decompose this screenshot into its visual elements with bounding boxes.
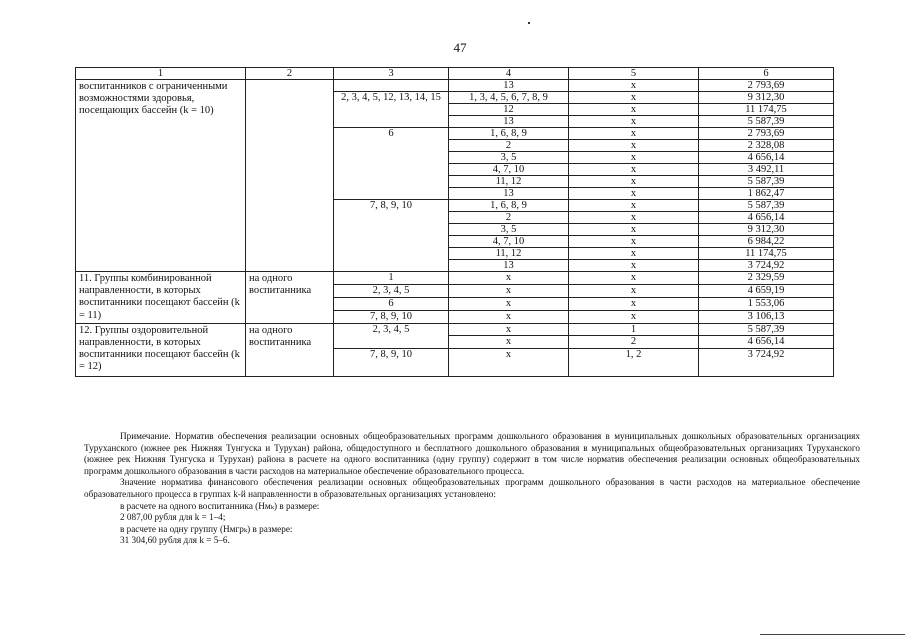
note-paragraph: Примечание. Норматив обеспечения реализации основных общеобразовательных программ дошкольного образования в муниципальных дошкольных образовательных организациях Туруханского (южнее рек Нижняя Тунгуска и Турухан) района, общедоступного и бесплатного дошкольного образования в муниципальных общеобразовательных организациях Туруханского (южнее рек Нижняя Тунгуска и Турухан) района в расчете на одного воспитанника (одну группу) содержит в том числе норматив обеспечения реализации основных общеобразовательных программ дошкольного образования в части расходов на материальное обеспечение образовательного процесса. (84, 431, 860, 476)
col5-cell: x (569, 140, 699, 152)
col4-cell: 2 (449, 212, 569, 224)
note-line: 2 087,00 рубля для k = 1–4; (120, 512, 226, 523)
col6-cell: 5 587,39 (699, 323, 834, 335)
note-line: в расчете на одного воспитанника (Нмₖ) в размере: (120, 500, 320, 511)
col4-cell: 1, 6, 8, 9 (449, 128, 569, 140)
col5-cell: x (569, 128, 699, 140)
col6-cell: 6 984,22 (699, 236, 834, 248)
col5-cell: x (569, 176, 699, 188)
note-line: в расчете на одну группу (Нмгрₖ) в размере: (120, 523, 293, 534)
col6-cell: 11 174,75 (699, 104, 834, 116)
col5-cell: x (569, 260, 699, 272)
col5-cell: x (569, 164, 699, 176)
col3-cell: 2, 3, 4, 5, 12, 13, 14, 15 (334, 92, 449, 128)
col3-cell: 1 (334, 272, 449, 285)
col5-cell: x (569, 104, 699, 116)
col5-cell: x (569, 248, 699, 260)
col4-cell: 13 (449, 260, 569, 272)
col4-cell: 3, 5 (449, 152, 569, 164)
col3-cell (334, 80, 449, 92)
col3-cell: 6 (334, 128, 449, 200)
col4-cell: 2 (449, 140, 569, 152)
group-unit-11: на одного воспитанника (246, 272, 334, 324)
col6-cell: 5 587,39 (699, 116, 834, 128)
scan-mark (528, 22, 530, 24)
col5-cell: 2 (569, 336, 699, 348)
col4-cell: x (449, 284, 569, 297)
col4-cell: x (449, 272, 569, 285)
col6-cell: 2 328,08 (699, 140, 834, 152)
col5-cell: 1 (569, 323, 699, 335)
col5-cell: x (569, 272, 699, 285)
col4-cell: 1, 6, 8, 9 (449, 200, 569, 212)
col4-cell: 12 (449, 104, 569, 116)
group-unit-12: на одного воспитанника (246, 323, 334, 376)
table-row (76, 80, 834, 92)
col4-cell: 4, 7, 10 (449, 164, 569, 176)
group-unit-cell (246, 80, 334, 272)
header-cell: 5 (569, 68, 699, 80)
col6-cell: 3 724,92 (699, 348, 834, 376)
group-label-11: 11. Группы комбинированной направленности, в которых воспитанники посещают бассейн (k = 11) (76, 272, 246, 324)
col5-cell: x (569, 92, 699, 104)
col4-cell: 1, 3, 4, 5, 6, 7, 8, 9 (449, 92, 569, 104)
col5-cell: x (569, 224, 699, 236)
col6-cell: 4 659,19 (699, 284, 834, 297)
table-note (84, 431, 860, 547)
col4-cell: 11, 12 (449, 248, 569, 260)
col6-cell: 4 656,14 (699, 152, 834, 164)
page-number: 47 (453, 40, 467, 55)
header-cell: 2 (246, 68, 334, 80)
table-row (76, 272, 834, 285)
col5-cell: x (569, 236, 699, 248)
header-cell: 6 (699, 68, 834, 80)
col6-cell: 2 793,69 (699, 80, 834, 92)
col5-cell: x (569, 80, 699, 92)
col4-cell: x (449, 348, 569, 376)
norms-table (75, 67, 834, 377)
col3-cell: 7, 8, 9, 10 (334, 348, 449, 376)
col5-cell: 1, 2 (569, 348, 699, 376)
group-label-12: 12. Группы оздоровительной направленности, в которых воспитанники посещают бассейн (k = 12) (76, 323, 246, 376)
col4-cell: x (449, 297, 569, 310)
col6-cell: 2 329,59 (699, 272, 834, 285)
col6-cell: 3 106,13 (699, 310, 834, 323)
col4-cell: 13 (449, 80, 569, 92)
col6-cell: 1 862,47 (699, 188, 834, 200)
col4-cell: x (449, 310, 569, 323)
col5-cell: x (569, 284, 699, 297)
col4-cell: 3, 5 (449, 224, 569, 236)
col6-cell: 1 553,06 (699, 297, 834, 310)
col5-cell: x (569, 152, 699, 164)
col6-cell: 5 587,39 (699, 200, 834, 212)
col6-cell: 11 174,75 (699, 248, 834, 260)
col6-cell: 4 656,14 (699, 336, 834, 348)
note-line: 31 304,60 рубля для k = 5–6. (120, 535, 230, 546)
col5-cell: x (569, 200, 699, 212)
col4-cell: 13 (449, 116, 569, 128)
col6-cell: 9 312,30 (699, 92, 834, 104)
col6-cell: 2 793,69 (699, 128, 834, 140)
col3-cell: 7, 8, 9, 10 (334, 200, 449, 272)
col3-cell: 2, 3, 4, 5 (334, 323, 449, 348)
col6-cell: 5 587,39 (699, 176, 834, 188)
col4-cell: 13 (449, 188, 569, 200)
col4-cell: x (449, 336, 569, 348)
col5-cell: x (569, 116, 699, 128)
col5-cell: x (569, 297, 699, 310)
table-header-row (76, 68, 834, 80)
col4-cell: 11, 12 (449, 176, 569, 188)
col4-cell: 4, 7, 10 (449, 236, 569, 248)
col6-cell: 3 492,11 (699, 164, 834, 176)
header-cell: 4 (449, 68, 569, 80)
col5-cell: x (569, 188, 699, 200)
col3-cell: 6 (334, 297, 449, 310)
header-cell: 3 (334, 68, 449, 80)
note-paragraph: Значение норматива финансового обеспечения реализации основных общеобразовательных программ дошкольного образования в части расходов на материальное обеспечение образовательного процесса в группах k-й направленности в образовательных организациях установлено: (84, 477, 860, 499)
col6-cell: 3 724,92 (699, 260, 834, 272)
group-label-pool: воспитанников с ограниченными возможностями здоровья, посещающих бассейн (k = 10) (76, 80, 246, 272)
table-row (76, 323, 834, 335)
col3-cell: 7, 8, 9, 10 (334, 310, 449, 323)
col5-cell: x (569, 310, 699, 323)
header-cell: 1 (76, 68, 246, 80)
scan-edge-line (760, 634, 905, 635)
col4-cell: x (449, 323, 569, 335)
col6-cell: 9 312,30 (699, 224, 834, 236)
col6-cell: 4 656,14 (699, 212, 834, 224)
col3-cell: 2, 3, 4, 5 (334, 284, 449, 297)
col5-cell: x (569, 212, 699, 224)
